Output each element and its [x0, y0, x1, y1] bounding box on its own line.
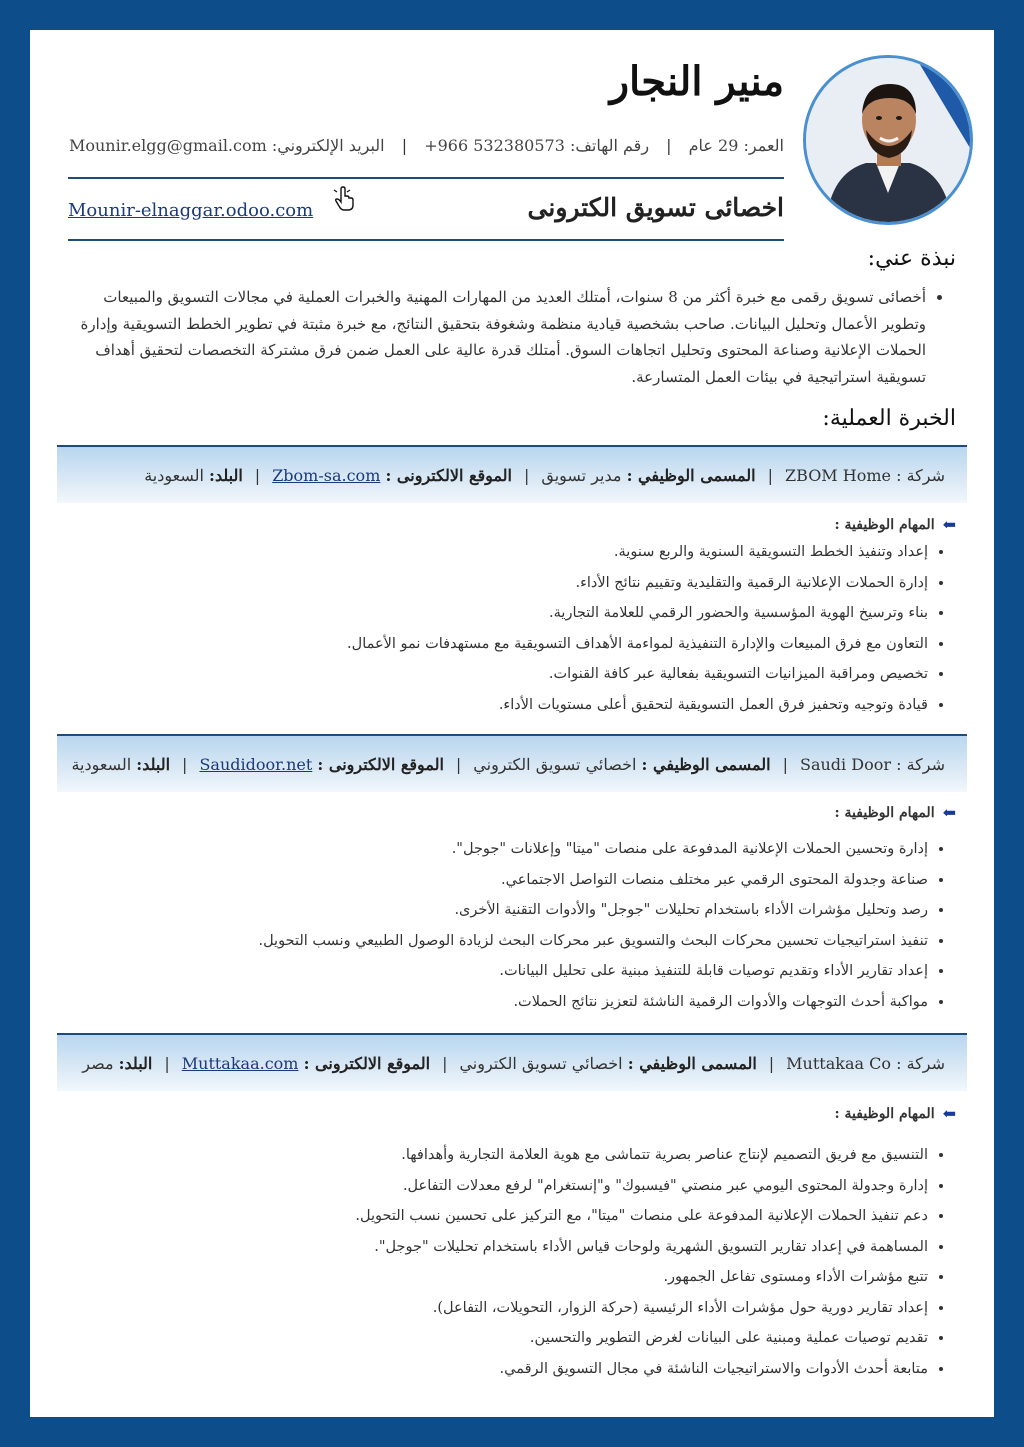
header-divider-top — [68, 177, 784, 179]
country: مصر — [82, 1053, 114, 1073]
task-list — [258, 834, 954, 1017]
job-position: اخصائي تسويق الكتروني — [459, 1053, 623, 1073]
company-label: شركة : — [896, 465, 945, 485]
list-item: • إعداد تقارير الأداء وتقديم توصيات قابلة للتنفيذ مبنية على تحليل البيانات. — [258, 956, 928, 987]
job-position: اخصائي تسويق الكتروني — [473, 754, 637, 774]
list-item: • صناعة وجدولة المحتوى الرقمي عبر مختلف منصات التواصل الاجتماعي. — [258, 865, 928, 896]
about-text — [68, 284, 954, 390]
title-label: المسمى الوظيفي : — [641, 754, 771, 774]
separator: | — [254, 465, 261, 485]
tasks-heading — [834, 515, 956, 534]
company-label: شركة : — [896, 754, 945, 774]
country: السعودية — [144, 465, 204, 485]
about-title: نبذة عني: — [867, 246, 956, 271]
list-item: • مواكبة أحدث التوجهات والأدوات الرقمية الناشئة لتعزيز نتائج الحملات. — [258, 987, 928, 1018]
list-item: • متابعة أحدث الأدوات والاستراتيجيات الناشئة في مجال التسويق الرقمي. — [355, 1354, 928, 1385]
company-label: شركة : — [896, 1053, 945, 1073]
tasks-heading — [834, 803, 956, 822]
site-label: الموقع الالكترونى : — [317, 754, 444, 774]
title-label: المسمى الوظيفي : — [626, 465, 756, 485]
separator: | — [455, 754, 462, 774]
about-paragraph: • أخصائى تسويق رقمى مع خبرة أكثر من 8 سنوات، أمتلك العديد من المهارات المهنية والخبرات العملية في مجالات التسويق والمبيعات وتطوير الأعمال وتحليل البيانات. صاحب بشخصية قيادية منظمة وشغوفة بتحقيق النتائج، مع خبرة مثبتة في تطوير الخطط التسويقية وإدارة الحملات الإعلانية وصناعة المحتوى وتحليل اتجاهات السوق. أمتلك قدرة عالية على العمل ضمن فرق مشتركة التخصصات لتحقيق أهداف تسويقية استراتيجية في بيئات العمل المتسارعة. — [68, 284, 926, 390]
separator: | — [782, 754, 788, 774]
site-label: الموقع الالكترونى : — [303, 1053, 431, 1073]
company-name: Muttakaa Co — [786, 1053, 891, 1073]
list-item: • رصد وتحليل مؤشرات الأداء باستخدام تحليلات "جوجل" والأدوات التقنية الأخرى. — [258, 895, 928, 926]
frame-top — [0, 0, 1024, 30]
task-list — [347, 537, 954, 720]
list-item: • إعداد وتنفيذ الخطط التسويقية السنوية والربع سنوية. — [347, 537, 928, 568]
company-bar — [57, 445, 967, 503]
list-item: • تخصيص ومراقبة الميزانيات التسويقية بفعالية عبر كافة القنوات. — [347, 659, 928, 690]
list-item: • بناء وترسيخ الهوية المؤسسية والحضور الرقمي للعلامة التجارية. — [347, 598, 928, 629]
separator: | — [401, 136, 408, 155]
header-divider-bottom — [68, 239, 784, 241]
country: السعودية — [71, 754, 132, 774]
contact-line — [69, 136, 784, 155]
corner-bottom-left — [0, 1330, 30, 1447]
full-name: منير النجار — [609, 58, 784, 105]
list-item: • إدارة الحملات الإعلانية الرقمية والتقليدية وتقييم نتائج الأداء. — [347, 568, 928, 599]
list-item: • تتبع مؤشرات الأداء ومستوى تفاعل الجمهور. — [355, 1262, 928, 1293]
company-bar — [57, 734, 967, 792]
separator: | — [768, 1053, 775, 1073]
tasks-label: المهام الوظيفية : — [834, 516, 935, 533]
company-name: Saudi Door — [800, 754, 891, 774]
separator: | — [666, 136, 672, 155]
list-item: • تنفيذ استراتيجيات تحسين محركات البحث والتسويق عبر محركات البحث لزيادة الوصول الطبيعي ونسب التحويل. — [258, 926, 928, 957]
experience-title: الخبرة العملية: — [822, 406, 956, 431]
frame-right — [994, 0, 1024, 1447]
separator: | — [523, 465, 530, 485]
list-item: • التنسيق مع فريق التصميم لإنتاج عناصر بصرية تتماشى مع هوية العلامة التجارية وأهدافها. — [355, 1140, 928, 1171]
list-item: • إدارة وجدولة المحتوى اليومي عبر منصتي "فيسبوك" و"إنستغرام" لرفع معدلات التفاعل. — [355, 1171, 928, 1202]
list-item: • المساهمة في إعداد تقارير التسويق الشهرية ولوحات قياس الأداء باستخدام تحليلات "جوجل". — [355, 1232, 928, 1263]
company-name: ZBOM Home — [785, 465, 891, 485]
country-label: البلد: — [118, 1053, 153, 1073]
company-website-link[interactable]: Saudidoor.net — [199, 754, 313, 774]
company-website-link[interactable]: Muttakaa.com — [181, 1053, 299, 1073]
country-label: البلد: — [209, 465, 243, 485]
list-item: • إعداد تقارير دورية حول مؤشرات الأداء الرئيسية (حركة الزوار، التحويلات، التفاعل). — [355, 1293, 928, 1324]
profile-photo — [803, 55, 973, 225]
portfolio-link[interactable]: Mounir-elnaggar.odoo.com — [68, 200, 314, 221]
job-position: مدير تسويق — [541, 465, 622, 485]
frame-left — [0, 0, 30, 1447]
country-label: البلد: — [136, 754, 171, 774]
arrow-left-icon: ⬅ — [942, 515, 956, 534]
list-item: • تقديم توصيات عملية ومبنية على البيانات لغرض التطوير والتحسين. — [355, 1323, 928, 1354]
list-item: • إدارة وتحسين الحملات الإعلانية المدفوعة على منصات "ميتا" وإعلانات "جوجل". — [258, 834, 928, 865]
email[interactable]: البريد الإلكتروني: Mounir.elgg@gmail.com — [68, 136, 385, 155]
person-photo-icon — [806, 58, 970, 222]
list-item: • التعاون مع فرق المبيعات والإدارة التنفيذية لمواءمة الأهداف التسويقية مع مستهدفات نمو الأعمال. — [347, 629, 928, 660]
job-title: اخصائى تسويق الكترونى — [527, 193, 784, 222]
list-item: • قيادة وتوجيه وتحفيز فرق العمل التسويقية لتحقيق أعلى مستويات الأداء. — [347, 690, 928, 721]
corner-bottom-right — [994, 1330, 1024, 1447]
separator: | — [182, 754, 188, 774]
task-list — [355, 1140, 954, 1384]
tasks-label: المهام الوظيفية : — [834, 804, 935, 821]
tasks-heading — [834, 1104, 956, 1123]
separator: | — [442, 1053, 448, 1073]
arrow-left-icon: ⬅ — [942, 1104, 956, 1123]
hand-pointer-icon — [332, 186, 358, 212]
site-label: الموقع الالكترونى : — [385, 465, 512, 485]
tasks-label: المهام الوظيفية : — [834, 1105, 935, 1122]
company-bar — [57, 1033, 967, 1091]
arrow-left-icon: ⬅ — [942, 803, 956, 822]
separator: | — [164, 1053, 170, 1073]
age: العمر: 29 عام — [688, 136, 784, 155]
company-website-link[interactable]: Zbom-sa.com — [272, 465, 381, 485]
list-item: • دعم تنفيذ الحملات الإعلانية المدفوعة على منصات "ميتا"، مع التركيز على تحسين نسب التحويل. — [355, 1201, 928, 1232]
title-label: المسمى الوظيفي : — [627, 1053, 757, 1073]
corner-top-left — [0, 0, 30, 120]
phone[interactable]: رقم الهاتف: 532380573 966+ — [424, 136, 650, 155]
separator: | — [767, 465, 774, 485]
corner-top-right — [994, 0, 1024, 120]
frame-bottom — [0, 1417, 1024, 1447]
